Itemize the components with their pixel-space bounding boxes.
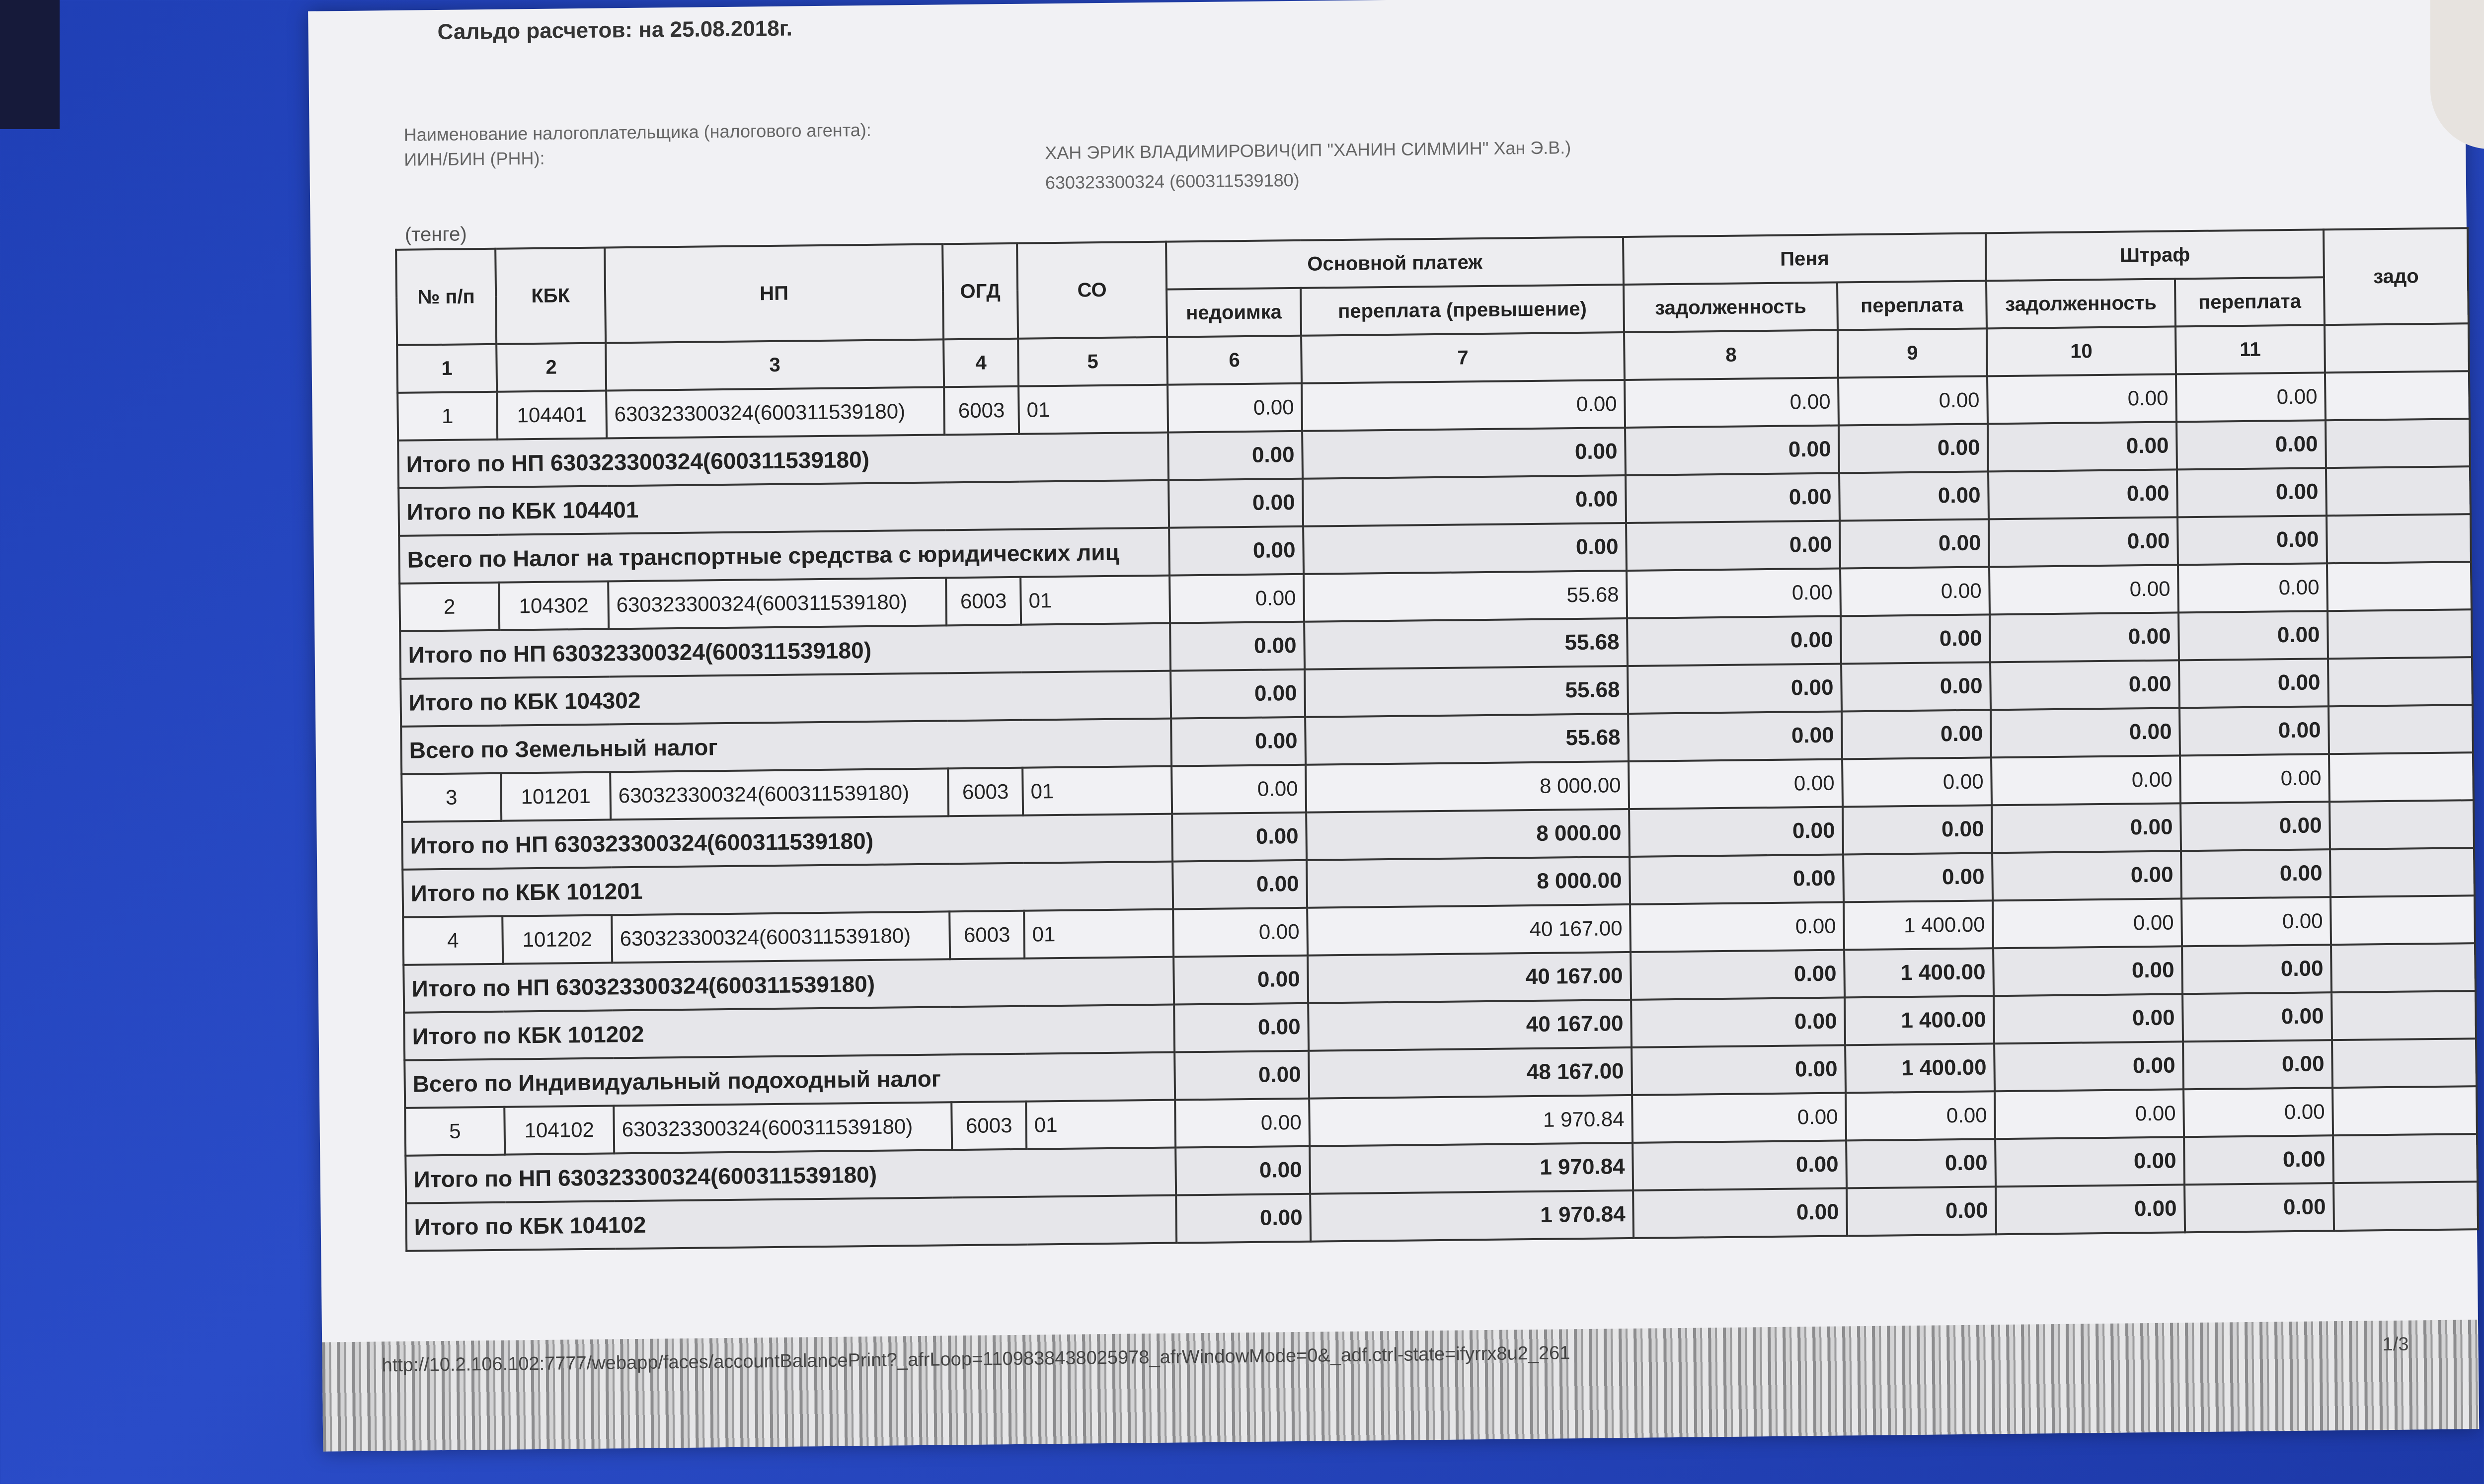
cell-overpay-fine: 0.00	[2180, 802, 2330, 851]
cell-total-label: Итого по КБК 104102	[406, 1195, 1176, 1251]
cell-np: 630323300324(600311539180)	[608, 578, 946, 629]
cell-debt-fine: 0.00	[1992, 803, 2181, 853]
cell-debt-penalty: 0.00	[1630, 950, 1845, 999]
dark-background-corner	[0, 0, 60, 129]
cell-overpay-penalty: 0.00	[1846, 1091, 1995, 1140]
cell-so: 01	[1020, 576, 1170, 625]
cell-overpay-fine: 0.00	[2180, 754, 2329, 803]
table-body	[397, 371, 2478, 1251]
cell-pereplata-main: 55.68	[1305, 714, 1629, 765]
currency-note: (тенге)	[404, 223, 467, 246]
iin-value: 630323300324 (600311539180)	[1045, 169, 1300, 193]
cell-total-label: Всего по Налог на транспортные средства с юридических лиц	[399, 528, 1169, 584]
cell-debt-penalty: 0.00	[1629, 807, 1843, 856]
col-np-header: НП	[605, 244, 943, 343]
col-number: 4	[943, 339, 1018, 387]
cell-overpay-fine: 0.00	[2179, 706, 2329, 755]
cell-debt-fine: 0.00	[1995, 1137, 2184, 1187]
col-number: 3	[606, 339, 944, 390]
iin-label: ИИН/БИН (РНН):	[404, 148, 545, 170]
scan-noise-strip	[322, 1320, 2479, 1451]
cell-nedoimka: 0.00	[1170, 622, 1305, 671]
cell-debt-fine: 0.00	[1989, 565, 2178, 614]
cell-ogd: 6003	[946, 577, 1021, 626]
cell-extra	[2332, 1039, 2477, 1088]
col-extra-header: задо	[2324, 228, 2469, 325]
cell-overpay-penalty: 1 400.00	[1845, 1043, 1995, 1093]
cell-overpay-fine: 0.00	[2183, 1088, 2333, 1137]
cell-debt-penalty: 0.00	[1627, 568, 1841, 618]
cell-total-label: Итого по НП 630323300324(600311539180)	[398, 433, 1168, 488]
cell-extra	[2329, 705, 2473, 754]
col-overpay-penalty-header: переплата	[1837, 281, 1987, 330]
cell-debt-fine: 0.00	[1988, 422, 2177, 471]
cell-overpay-fine: 0.00	[2177, 468, 2327, 517]
cell-extra	[2329, 752, 2474, 802]
cell-overpay-penalty: 0.00	[1842, 710, 1991, 759]
cell-nedoimka: 0.00	[1171, 765, 1306, 814]
cell-total-label: Итого по КБК 104302	[400, 671, 1171, 727]
cell-extra	[2329, 800, 2474, 849]
cell-ogd: 6003	[951, 1102, 1026, 1150]
cell-debt-fine: 0.00	[1994, 994, 2183, 1043]
cell-total-label: Всего по Индивидуальный подоходный налог	[404, 1052, 1175, 1108]
cell-extra	[2333, 1134, 2478, 1183]
cell-np: 630323300324(600311539180)	[614, 1102, 952, 1153]
cell-debt-penalty: 0.00	[1630, 902, 1844, 952]
cell-overpay-penalty: 0.00	[1847, 1187, 1996, 1236]
cell-total-label: Итого по КБК 104401	[398, 480, 1169, 536]
cell-kbk: 104401	[497, 390, 607, 439]
cell-kbk: 104302	[499, 581, 609, 630]
cell-overpay-fine: 0.00	[2176, 420, 2326, 469]
cell-extra	[2331, 943, 2476, 992]
cell-nedoimka: 0.00	[1169, 526, 1304, 576]
cell-pereplata-main: 1 970.84	[1309, 1095, 1632, 1146]
col-number: 10	[1987, 326, 2176, 376]
cell-kbk: 101201	[501, 772, 611, 820]
printed-sheet	[308, 0, 2479, 1452]
cell-overpay-penalty: 0.00	[1838, 376, 1988, 425]
cell-ogd: 6003	[949, 911, 1024, 960]
col-number: 11	[2175, 325, 2325, 374]
cell-debt-penalty: 0.00	[1630, 854, 1844, 904]
cell-nedoimka: 0.00	[1172, 860, 1307, 909]
cell-pereplata-main: 55.68	[1304, 618, 1628, 669]
cell-debt-penalty: 0.00	[1632, 1093, 1846, 1142]
cell-extra	[2328, 657, 2473, 706]
cell-debt-fine: 0.00	[1995, 1089, 2184, 1139]
cell-extra	[2326, 419, 2470, 468]
cell-pereplata-main: 0.00	[1303, 523, 1627, 574]
cell-extra	[2327, 562, 2472, 611]
group-main-payment: Основной платеж	[1166, 237, 1624, 290]
cell-ogd: 6003	[944, 386, 1019, 435]
cell-nedoimka: 0.00	[1170, 669, 1305, 719]
cell-overpay-penalty: 0.00	[1840, 567, 1990, 616]
cell-np: 630323300324(600311539180)	[606, 387, 944, 438]
cell-np: 630323300324(600311539180)	[612, 911, 950, 963]
cell-overpay-penalty: 0.00	[1839, 471, 1989, 520]
cell-debt-fine: 0.00	[1989, 517, 2178, 567]
cell-overpay-penalty: 1 400.00	[1844, 900, 1993, 950]
cell-np: 630323300324(600311539180)	[610, 768, 948, 819]
cell-pereplata-main: 8 000.00	[1306, 761, 1629, 813]
cell-total-label: Итого по НП 630323300324(600311539180)	[403, 957, 1174, 1013]
cell-overpay-penalty: 0.00	[1846, 1139, 1996, 1188]
cell-overpay-fine: 0.00	[2181, 897, 2331, 946]
col-number: 2	[496, 343, 606, 391]
cell-debt-penalty: 0.00	[1632, 1140, 1847, 1190]
cell-overpay-fine: 0.00	[2178, 563, 2328, 612]
cell-debt-penalty: 0.00	[1625, 426, 1839, 475]
cell-debt-penalty: 0.00	[1626, 520, 1840, 570]
report-title: Сальдо расчетов: на 25.08.2018г.	[437, 16, 793, 44]
cell-debt-penalty: 0.00	[1633, 1188, 1847, 1238]
cell-debt-fine: 0.00	[1991, 708, 2180, 757]
col-debt-penalty-header: задолженность	[1624, 283, 1838, 332]
cell-pereplata-main: 1 970.84	[1310, 1143, 1633, 1194]
col-num-header: № п/п	[396, 249, 496, 345]
cell-extra	[2333, 1182, 2478, 1231]
cell-debt-penalty: 0.00	[1625, 378, 1839, 428]
cell-extra	[2326, 466, 2471, 516]
cell-num: 5	[405, 1107, 505, 1156]
cell-debt-fine: 0.00	[1990, 660, 2179, 710]
col-number-blank	[2325, 323, 2469, 372]
cell-num: 2	[399, 583, 499, 631]
cell-debt-penalty: 0.00	[1631, 1045, 1846, 1095]
cell-pereplata-main: 0.00	[1302, 428, 1626, 479]
cell-kbk: 101202	[502, 915, 612, 964]
cell-pereplata-main: 8 000.00	[1307, 857, 1630, 908]
cell-debt-fine: 0.00	[1990, 612, 2179, 662]
cell-nedoimka: 0.00	[1174, 1051, 1309, 1100]
page-number: 1/3	[2382, 1334, 2409, 1355]
cell-debt-penalty: 0.00	[1629, 759, 1843, 809]
col-number: 8	[1624, 330, 1838, 380]
cell-debt-penalty: 0.00	[1631, 997, 1845, 1047]
cell-so: 01	[1018, 385, 1168, 434]
cell-debt-fine: 0.00	[1987, 374, 2176, 424]
cell-pereplata-main: 0.00	[1303, 475, 1626, 526]
col-number: 9	[1838, 328, 1987, 377]
cell-total-label: Итого по КБК 101201	[402, 862, 1173, 917]
cell-debt-fine: 0.00	[1992, 851, 2181, 900]
balance-table	[395, 227, 2479, 1252]
cell-pereplata-main: 40 167.00	[1308, 952, 1631, 1003]
cell-overpay-fine: 0.00	[2178, 611, 2328, 660]
cell-overpay-fine: 0.00	[2184, 1183, 2334, 1232]
cell-nedoimka: 0.00	[1172, 813, 1307, 862]
col-so-header: СО	[1017, 242, 1167, 339]
cell-overpay-penalty: 0.00	[1843, 853, 1993, 902]
cell-debt-fine: 0.00	[1993, 946, 2182, 996]
cell-pereplata-main: 55.68	[1304, 571, 1627, 622]
cell-overpay-penalty: 0.00	[1840, 519, 1989, 568]
cell-nedoimka: 0.00	[1173, 956, 1308, 1005]
cell-overpay-fine: 0.00	[2179, 659, 2329, 708]
group-penalty: Пеня	[1623, 233, 1986, 285]
cell-nedoimka: 0.00	[1167, 383, 1302, 433]
cell-pereplata-main: 0.00	[1302, 380, 1625, 431]
col-nedoimka-header: недоимка	[1166, 288, 1301, 337]
col-number: 6	[1167, 336, 1302, 385]
col-debt-fine-header: задолженность	[1986, 279, 2175, 328]
cell-debt-fine: 0.00	[1988, 469, 2177, 519]
cell-extra	[2331, 991, 2476, 1040]
col-kbk-header: КБК	[495, 247, 606, 344]
cell-overpay-penalty: 0.00	[1841, 614, 1990, 664]
cell-overpay-penalty: 1 400.00	[1845, 996, 1994, 1045]
cell-num: 1	[397, 392, 497, 441]
cell-pereplata-main: 48 167.00	[1309, 1047, 1632, 1099]
cell-so: 01	[1022, 766, 1172, 816]
cell-pereplata-main: 8 000.00	[1306, 809, 1630, 860]
col-overpay-fine-header: переплата	[2175, 277, 2325, 326]
cell-debt-penalty: 0.00	[1628, 711, 1842, 761]
cell-extra	[2328, 609, 2472, 659]
cell-nedoimka: 0.00	[1173, 908, 1308, 957]
cell-pereplata-main: 40 167.00	[1307, 904, 1630, 956]
cell-so: 01	[1026, 1100, 1175, 1149]
cell-total-label: Итого по НП 630323300324(600311539180)	[405, 1148, 1176, 1203]
col-ogd-header: ОГД	[942, 243, 1018, 340]
cell-overpay-penalty: 0.00	[1842, 757, 1992, 807]
cell-overpay-fine: 0.00	[2177, 516, 2327, 565]
cell-overpay-fine: 0.00	[2182, 945, 2331, 994]
cell-extra	[2330, 895, 2475, 945]
cell-overpay-fine: 0.00	[2182, 992, 2332, 1041]
cell-extra	[2327, 514, 2471, 563]
cell-debt-penalty: 0.00	[1628, 664, 1842, 713]
taxpayer-value: ХАН ЭРИК ВЛАДИМИРОВИЧ(ИП "ХАНИН СИММИН" Хан Э.В.)	[1044, 137, 1571, 163]
cell-nedoimka: 0.00	[1175, 1146, 1310, 1195]
cell-debt-fine: 0.00	[1993, 898, 2182, 948]
cell-kbk: 104102	[504, 1106, 614, 1154]
cell-num: 4	[403, 916, 503, 965]
cell-overpay-penalty: 0.00	[1839, 424, 1988, 473]
cell-total-label: Итого по КБК 101202	[404, 1005, 1174, 1060]
cell-debt-penalty: 0.00	[1626, 473, 1840, 523]
cell-nedoimka: 0.00	[1174, 1003, 1309, 1052]
cell-debt-fine: 0.00	[1994, 1041, 2183, 1091]
cell-nedoimka: 0.00	[1168, 479, 1303, 528]
cell-pereplata-main: 40 167.00	[1308, 1000, 1631, 1051]
cell-overpay-fine: 0.00	[2181, 849, 2330, 898]
cell-nedoimka: 0.00	[1176, 1194, 1311, 1243]
cell-pereplata-main: 55.68	[1305, 666, 1628, 717]
taxpayer-label: Наименование налогоплательщика (налогового агента):	[403, 119, 872, 145]
cell-total-label: Всего по Земельный налог	[401, 719, 1171, 774]
cell-extra	[2332, 1086, 2477, 1135]
cell-overpay-fine: 0.00	[2176, 372, 2326, 422]
cell-debt-fine: 0.00	[1991, 755, 2180, 805]
cell-extra	[2330, 848, 2475, 897]
cell-num: 3	[401, 773, 501, 822]
cell-debt-penalty: 0.00	[1627, 616, 1841, 666]
group-fine: Штраф	[1986, 229, 2324, 281]
cell-overpay-penalty: 0.00	[1843, 805, 1992, 854]
cell-nedoimka: 0.00	[1168, 431, 1303, 480]
cell-ogd: 6003	[948, 768, 1023, 816]
cell-overpay-penalty: 0.00	[1841, 662, 1991, 711]
cell-overpay-fine: 0.00	[2184, 1135, 2333, 1185]
cell-total-label: Итого по НП 630323300324(600311539180)	[400, 623, 1170, 679]
cell-nedoimka: 0.00	[1169, 574, 1304, 623]
cell-nedoimka: 0.00	[1171, 717, 1306, 766]
col-number: 7	[1301, 332, 1625, 383]
cell-total-label: Итого по НП 630323300324(600311539180)	[402, 814, 1172, 870]
cell-pereplata-main: 1 970.84	[1310, 1190, 1633, 1242]
cell-nedoimka: 0.00	[1175, 1099, 1310, 1148]
cell-overpay-penalty: 1 400.00	[1844, 948, 1994, 997]
col-number: 1	[397, 344, 497, 393]
col-pereplata-main-header: переплата (превышение)	[1301, 285, 1624, 336]
cell-debt-fine: 0.00	[1996, 1185, 2185, 1234]
cell-so: 01	[1024, 909, 1173, 959]
col-number: 5	[1018, 337, 1167, 386]
cell-extra	[2325, 371, 2470, 420]
cell-overpay-fine: 0.00	[2183, 1040, 2332, 1089]
print-url: http://10.2.106.102:7777/webapp/faces/accountBalancePrint?_afrLoop=1109838438025978_afrWindowMode=0&_adf.ctrl-state=ifyrrx8u2_261	[382, 1342, 1570, 1376]
